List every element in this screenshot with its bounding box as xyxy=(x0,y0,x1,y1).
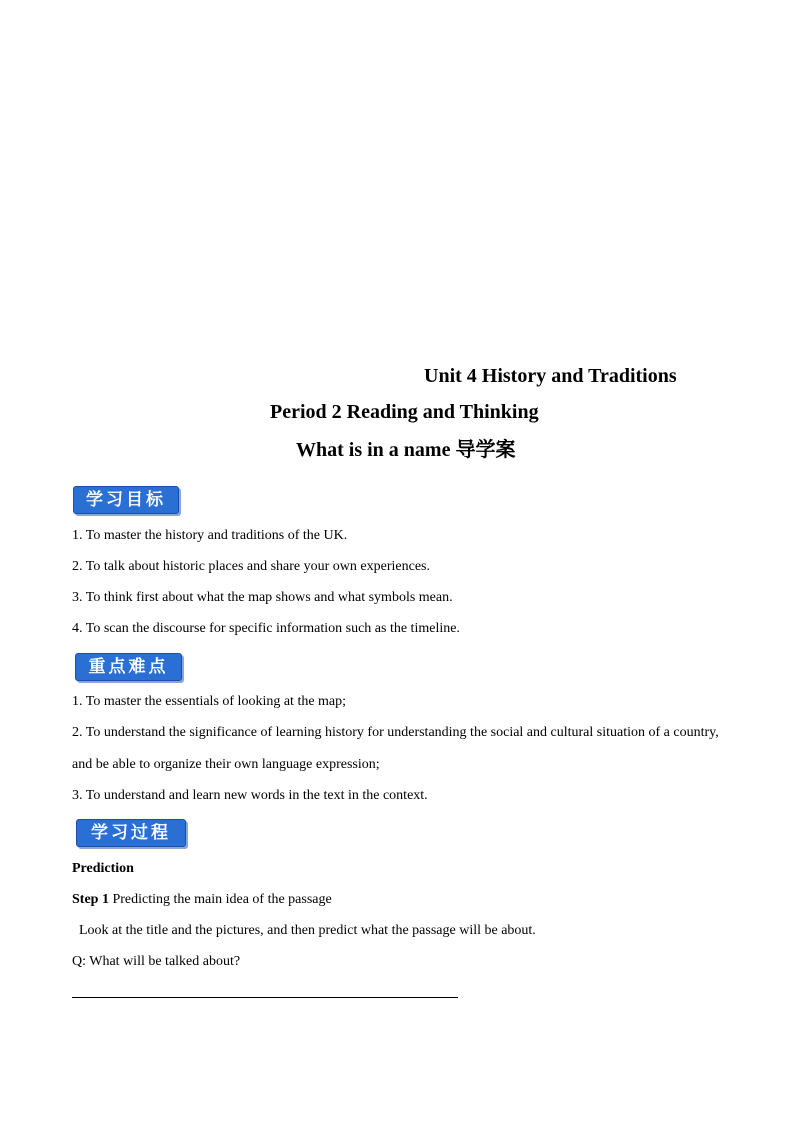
key-point-item: 2. To understand the significance of learning history for understanding the social and cultural situation of a country, xyxy=(72,725,719,740)
title-lesson: What is in a name 导学案 xyxy=(296,439,516,461)
step-line xyxy=(72,893,332,907)
section-badge-process: 学习过程 xyxy=(76,819,186,847)
objective-item: 4. To scan the discourse for specific information such as the timeline. xyxy=(72,621,460,636)
key-point-item: 1. To master the essentials of looking at the map; xyxy=(72,694,347,709)
objective-item: 1. To master the history and traditions of the UK. xyxy=(72,528,348,543)
prediction-heading: Prediction xyxy=(72,861,134,876)
step-text: Predicting the main idea of the passage xyxy=(108,892,332,907)
objective-item: 2. To talk about historic places and share your own experiences. xyxy=(72,559,430,574)
section-badge-key-points: 重点难点 xyxy=(75,653,182,681)
title-unit: Unit 4 History and Traditions xyxy=(424,365,677,387)
key-point-item: and be able to organize their own language expression; xyxy=(72,757,380,772)
step-label: Step 1 xyxy=(72,892,109,907)
question-text: Q: What will be talked about? xyxy=(72,954,241,969)
answer-line xyxy=(72,997,458,998)
key-point-item: 3. To understand and learn new words in the text in the context. xyxy=(72,788,428,803)
title-period: Period 2 Reading and Thinking xyxy=(270,401,539,423)
section-badge-objectives: 学习目标 xyxy=(73,486,179,514)
instruction-text: Look at the title and the pictures, and then predict what the passage will be about. xyxy=(79,923,536,938)
objective-item: 3. To think first about what the map shows and what symbols mean. xyxy=(72,590,453,605)
